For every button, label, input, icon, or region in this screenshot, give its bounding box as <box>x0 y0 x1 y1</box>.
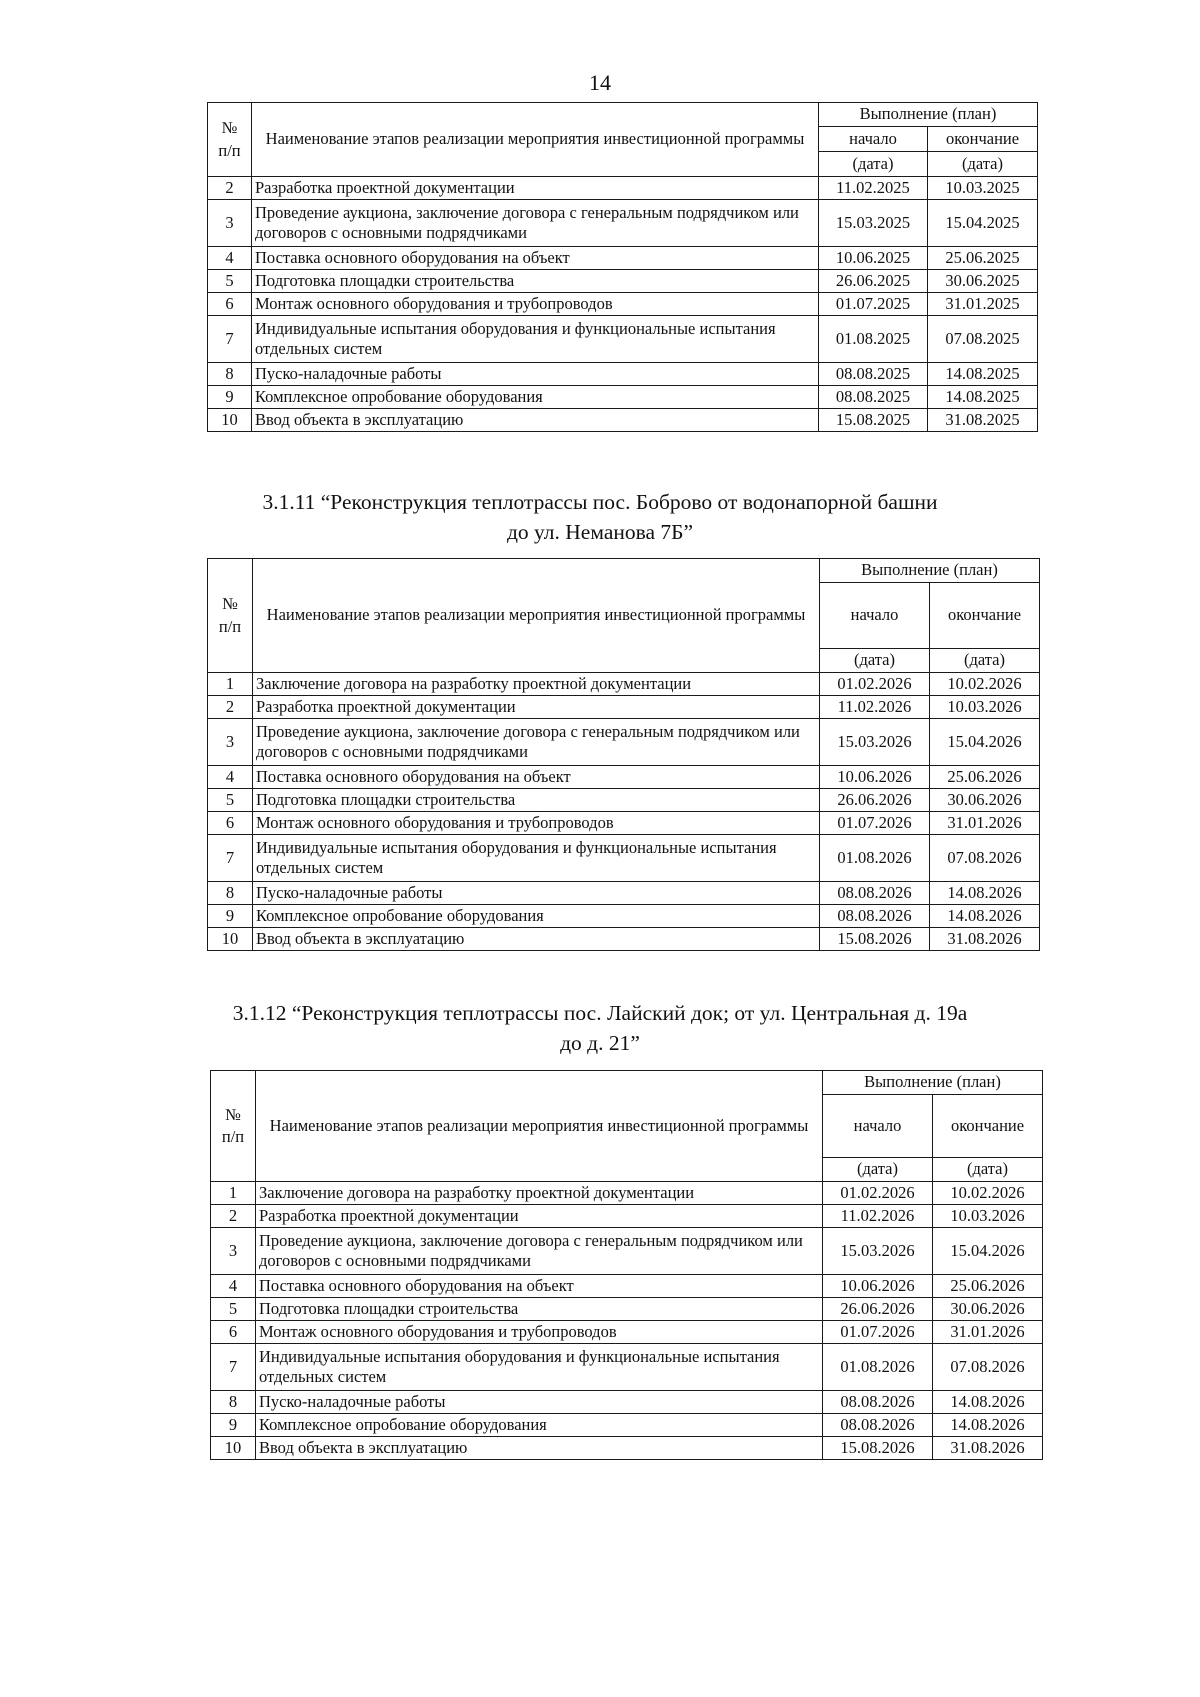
row-end-date: 07.08.2026 <box>930 835 1040 882</box>
row-start-date: 26.06.2025 <box>819 270 928 293</box>
row-start-date: 15.08.2025 <box>819 409 928 432</box>
row-end-date: 14.08.2026 <box>930 882 1040 905</box>
row-start-date: 26.06.2026 <box>820 789 930 812</box>
table-row <box>208 673 1040 696</box>
row-end-date: 07.08.2025 <box>928 316 1038 363</box>
row-start-date: 08.08.2026 <box>823 1391 933 1414</box>
table-row <box>208 293 1038 316</box>
section-title-line: 3.1.11 “Реконструкция теплотрассы пос. Боброво от водонапорной башни <box>262 490 938 514</box>
header-start-unit: (дата) <box>819 152 928 177</box>
section-title-3-1-11 <box>0 487 1200 547</box>
row-stage-name: Заключение договора на разработку проектной документации <box>253 673 820 696</box>
row-number: 3 <box>208 200 252 247</box>
row-end-date: 15.04.2025 <box>928 200 1038 247</box>
row-end-date: 14.08.2026 <box>933 1414 1043 1437</box>
row-start-date: 11.02.2026 <box>820 696 930 719</box>
row-stage-name: Монтаж основного оборудования и трубопроводов <box>252 293 819 316</box>
row-number: 1 <box>211 1182 256 1205</box>
row-end-date: 14.08.2025 <box>928 363 1038 386</box>
table-row <box>211 1298 1043 1321</box>
row-number: 3 <box>211 1228 256 1275</box>
row-start-date: 01.07.2026 <box>820 812 930 835</box>
table-row <box>208 882 1040 905</box>
header-number-abbr: п/п <box>218 140 241 160</box>
row-end-date: 25.06.2026 <box>933 1275 1043 1298</box>
row-start-date: 08.08.2026 <box>820 882 930 905</box>
table-row <box>208 928 1040 951</box>
row-number: 6 <box>211 1321 256 1344</box>
header-number-symbol: № <box>225 1104 241 1124</box>
row-stage-name: Заключение договора на разработку проектной документации <box>256 1182 823 1205</box>
row-stage-name: Разработка проектной документации <box>256 1205 823 1228</box>
row-number: 10 <box>208 409 252 432</box>
row-stage-name: Комплексное опробование оборудования <box>256 1414 823 1437</box>
row-number: 10 <box>211 1437 256 1460</box>
row-start-date: 01.08.2025 <box>819 316 928 363</box>
table-row <box>208 247 1038 270</box>
table-row <box>211 1391 1043 1414</box>
row-number: 7 <box>208 835 253 882</box>
row-start-date: 08.08.2025 <box>819 386 928 409</box>
row-end-date: 14.08.2026 <box>930 905 1040 928</box>
row-number: 2 <box>208 696 253 719</box>
row-number: 5 <box>208 270 252 293</box>
header-end-unit: (дата) <box>933 1158 1043 1182</box>
row-stage-name: Разработка проектной документации <box>252 177 819 200</box>
row-number: 9 <box>208 905 253 928</box>
row-start-date: 11.02.2025 <box>819 177 928 200</box>
row-end-date: 14.08.2026 <box>933 1391 1043 1414</box>
row-number: 6 <box>208 293 252 316</box>
row-number: 5 <box>211 1298 256 1321</box>
row-stage-name: Ввод объекта в эксплуатацию <box>253 928 820 951</box>
row-start-date: 10.06.2026 <box>820 766 930 789</box>
header-number-symbol: № <box>221 118 238 138</box>
row-stage-name: Подготовка площадки строительства <box>256 1298 823 1321</box>
row-stage-name: Ввод объекта в эксплуатацию <box>252 409 819 432</box>
row-start-date: 10.06.2026 <box>823 1275 933 1298</box>
row-stage-name: Монтаж основного оборудования и трубопроводов <box>256 1321 823 1344</box>
row-stage-name: Индивидуальные испытания оборудования и функциональные испытания отдельных систем <box>253 835 820 882</box>
row-stage-name: Индивидуальные испытания оборудования и функциональные испытания отдельных систем <box>252 316 819 363</box>
row-start-date: 01.08.2026 <box>823 1344 933 1391</box>
schedule-table-2 <box>207 558 1040 951</box>
row-number: 2 <box>208 177 252 200</box>
row-end-date: 10.03.2026 <box>930 696 1040 719</box>
header-number-symbol: № <box>222 594 238 614</box>
row-start-date: 11.02.2026 <box>823 1205 933 1228</box>
row-stage-name: Проведение аукциона, заключение договора с генеральным подрядчиком или договоров с основными подрядчиками <box>253 719 820 766</box>
table-row <box>208 177 1038 200</box>
row-number: 10 <box>208 928 253 951</box>
row-stage-name: Монтаж основного оборудования и трубопроводов <box>253 812 820 835</box>
row-number: 8 <box>208 882 253 905</box>
table-row <box>211 1344 1043 1391</box>
row-number: 5 <box>208 789 253 812</box>
row-start-date: 08.08.2025 <box>819 363 928 386</box>
row-end-date: 10.03.2026 <box>933 1205 1043 1228</box>
header-number <box>208 103 252 177</box>
row-start-date: 26.06.2026 <box>823 1298 933 1321</box>
row-start-date: 15.03.2025 <box>819 200 928 247</box>
table-row <box>208 409 1038 432</box>
header-end: окончание <box>928 127 1038 152</box>
row-end-date: 31.01.2026 <box>930 812 1040 835</box>
schedule-table-3 <box>210 1070 1043 1460</box>
row-number: 7 <box>208 316 252 363</box>
table-row <box>208 789 1040 812</box>
header-start-unit: (дата) <box>823 1158 933 1182</box>
row-stage-name: Ввод объекта в эксплуатацию <box>256 1437 823 1460</box>
row-stage-name: Поставка основного оборудования на объект <box>256 1275 823 1298</box>
row-stage-name: Подготовка площадки строительства <box>253 789 820 812</box>
row-end-date: 31.01.2025 <box>928 293 1038 316</box>
header-number <box>208 559 253 673</box>
row-end-date: 15.04.2026 <box>930 719 1040 766</box>
table-row <box>211 1228 1043 1275</box>
table-row <box>211 1321 1043 1344</box>
row-stage-name: Комплексное опробование оборудования <box>252 386 819 409</box>
row-start-date: 01.07.2026 <box>823 1321 933 1344</box>
row-number: 9 <box>211 1414 256 1437</box>
row-stage-name: Индивидуальные испытания оборудования и функциональные испытания отдельных систем <box>256 1344 823 1391</box>
row-start-date: 08.08.2026 <box>820 905 930 928</box>
row-start-date: 15.08.2026 <box>820 928 930 951</box>
header-end-unit: (дата) <box>928 152 1038 177</box>
row-start-date: 01.07.2025 <box>819 293 928 316</box>
row-end-date: 30.06.2026 <box>933 1298 1043 1321</box>
table-row <box>208 386 1038 409</box>
table-row <box>208 835 1040 882</box>
header-number-abbr: п/п <box>218 616 242 636</box>
row-stage-name: Разработка проектной документации <box>253 696 820 719</box>
row-number: 4 <box>211 1275 256 1298</box>
row-number: 9 <box>208 386 252 409</box>
row-start-date: 15.03.2026 <box>823 1228 933 1275</box>
table-row <box>208 812 1040 835</box>
header-start-unit: (дата) <box>820 649 930 673</box>
header-end-unit: (дата) <box>930 649 1040 673</box>
row-stage-name: Пуско-наладочные работы <box>253 882 820 905</box>
row-number: 6 <box>208 812 253 835</box>
row-end-date: 31.08.2026 <box>930 928 1040 951</box>
section-title-line: 3.1.12 “Реконструкция теплотрассы пос. Лайский док; от ул. Центральная д. 19а <box>232 1001 968 1025</box>
row-stage-name: Поставка основного оборудования на объект <box>253 766 820 789</box>
row-start-date: 01.02.2026 <box>820 673 930 696</box>
row-start-date: 01.08.2026 <box>820 835 930 882</box>
table-row <box>208 316 1038 363</box>
section-title-3-1-12 <box>0 998 1200 1058</box>
row-end-date: 31.08.2026 <box>933 1437 1043 1460</box>
row-start-date: 15.08.2026 <box>823 1437 933 1460</box>
row-stage-name: Поставка основного оборудования на объект <box>252 247 819 270</box>
row-number: 4 <box>208 247 252 270</box>
header-end: окончание <box>933 1095 1043 1158</box>
header-start: начало <box>819 127 928 152</box>
row-start-date: 08.08.2026 <box>823 1414 933 1437</box>
table-row <box>208 766 1040 789</box>
row-stage-name: Проведение аукциона, заключение договора с генеральным подрядчиком или договоров с основными подрядчиками <box>256 1228 823 1275</box>
row-end-date: 30.06.2026 <box>930 789 1040 812</box>
header-stage-name: Наименование этапов реализации мероприятия инвестиционной программы <box>256 1071 823 1182</box>
row-end-date: 07.08.2026 <box>933 1344 1043 1391</box>
header-execution: Выполнение (план) <box>820 559 1040 583</box>
table-row <box>208 270 1038 293</box>
row-end-date: 10.02.2026 <box>933 1182 1043 1205</box>
table-row <box>208 905 1040 928</box>
header-stage-name: Наименование этапов реализации мероприятия инвестиционной программы <box>252 103 819 177</box>
table-row <box>208 696 1040 719</box>
row-start-date: 01.02.2026 <box>823 1182 933 1205</box>
row-start-date: 10.06.2025 <box>819 247 928 270</box>
row-end-date: 30.06.2025 <box>928 270 1038 293</box>
row-number: 4 <box>208 766 253 789</box>
table-row <box>211 1275 1043 1298</box>
row-stage-name: Пуско-наладочные работы <box>256 1391 823 1414</box>
header-execution: Выполнение (план) <box>823 1071 1043 1095</box>
header-start: начало <box>820 583 930 649</box>
row-number: 1 <box>208 673 253 696</box>
row-number: 2 <box>211 1205 256 1228</box>
row-end-date: 15.04.2026 <box>933 1228 1043 1275</box>
header-number <box>211 1071 256 1182</box>
table-row <box>208 719 1040 766</box>
row-number: 8 <box>208 363 252 386</box>
row-start-date: 15.03.2026 <box>820 719 930 766</box>
table-row <box>211 1437 1043 1460</box>
row-end-date: 10.03.2025 <box>928 177 1038 200</box>
header-execution: Выполнение (план) <box>819 103 1038 127</box>
row-end-date: 31.08.2025 <box>928 409 1038 432</box>
table-row <box>211 1182 1043 1205</box>
table-row <box>208 200 1038 247</box>
schedule-table-1 <box>207 102 1038 432</box>
row-stage-name: Пуско-наладочные работы <box>252 363 819 386</box>
section-title-line: до д. 21” <box>560 1031 640 1055</box>
row-end-date: 25.06.2025 <box>928 247 1038 270</box>
header-number-abbr: п/п <box>221 1127 245 1146</box>
row-end-date: 31.01.2026 <box>933 1321 1043 1344</box>
row-stage-name: Подготовка площадки строительства <box>252 270 819 293</box>
table-row <box>211 1414 1043 1437</box>
row-number: 8 <box>211 1391 256 1414</box>
page-number: 14 <box>589 70 611 95</box>
row-end-date: 14.08.2025 <box>928 386 1038 409</box>
row-stage-name: Проведение аукциона, заключение договора с генеральным подрядчиком или договоров с основными подрядчиками <box>252 200 819 247</box>
row-end-date: 10.02.2026 <box>930 673 1040 696</box>
header-end: окончание <box>930 583 1040 649</box>
section-title-line: до ул. Неманова 7Б” <box>506 520 694 544</box>
row-number: 3 <box>208 719 253 766</box>
header-start: начало <box>823 1095 933 1158</box>
header-stage-name: Наименование этапов реализации мероприятия инвестиционной программы <box>253 559 820 673</box>
table-row <box>208 363 1038 386</box>
table-row <box>211 1205 1043 1228</box>
row-stage-name: Комплексное опробование оборудования <box>253 905 820 928</box>
row-number: 7 <box>211 1344 256 1391</box>
row-end-date: 25.06.2026 <box>930 766 1040 789</box>
